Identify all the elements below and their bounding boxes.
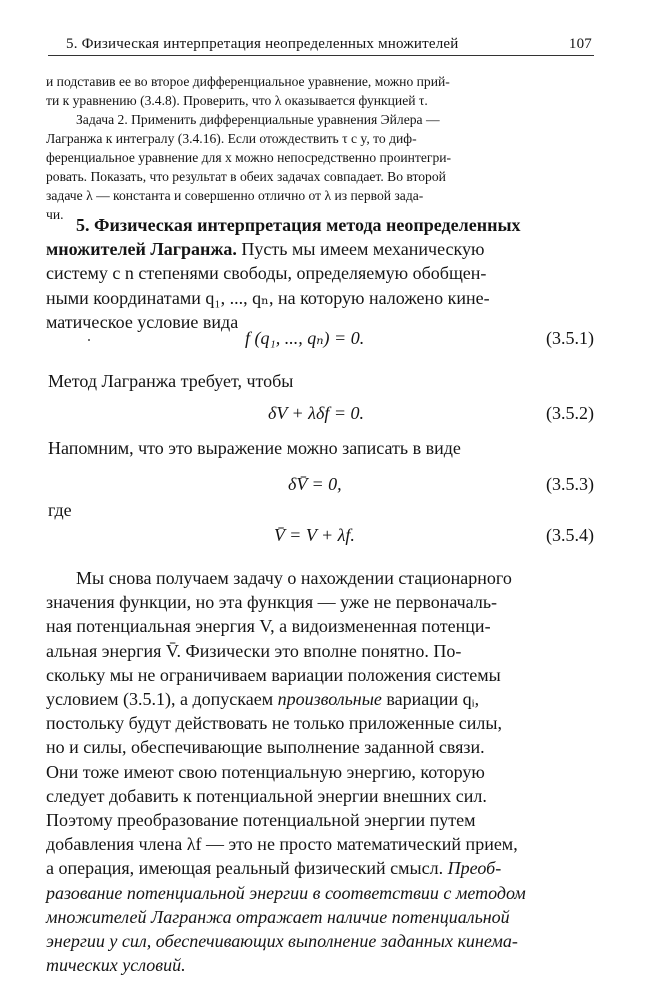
equation-3-5-2 (0, 403, 594, 427)
text-line: Задача 2. Применить дифференциальные уравнения Эйлера — (76, 112, 440, 127)
text-fragment: а операция, имеющая реальный физический смысл. (46, 858, 444, 879)
section-intro (46, 213, 594, 334)
text-line (46, 687, 594, 711)
text-line (46, 881, 594, 905)
emphasis-text: Преоб- (447, 858, 502, 879)
text-fragment: условием (3.5.1), а допускаем (46, 689, 274, 710)
text-line: ти к уравнению (3.4.8). Проверить, что λ оказывается функцией τ. (46, 93, 428, 108)
text-line: чи. (46, 207, 64, 222)
equation-number: (3.5.1) (546, 328, 594, 348)
text-line: матическое условие вида (46, 311, 239, 332)
emphasis-text: энергии у сил, обеспечивающих выполнение заданных кинема- (46, 931, 518, 952)
header-rule (48, 55, 594, 56)
equation-number: (3.5.3) (546, 474, 594, 494)
equation-formula: δV̄ = 0, (288, 474, 342, 494)
text-line: ными координатами q₁, ..., qₙ, на которую наложено кине- (46, 287, 490, 308)
text-line: Они тоже имеют свою потенциальную энергию, которую (46, 761, 485, 782)
equation-3-5-4 (0, 525, 594, 549)
heading-text: множителей Лагранжа. (46, 239, 237, 260)
text-fragment: вариации qᵢ, (386, 689, 480, 710)
text-line: но и силы, обеспечивающие выполнение заданной связи. (46, 737, 485, 758)
connector-text: Напомним, что это выражение можно записать в виде (48, 438, 461, 458)
text-line (46, 237, 594, 261)
text-line: значения функции, но эта функция — уже не первоначаль- (46, 592, 498, 613)
equation-formula: V̄ = V + λf. (274, 525, 355, 545)
equation-formula: f (q₁, ..., qₙ) = 0. (245, 328, 365, 348)
emphasis-text: разование потенциальной энергии в соответствии с методом (46, 882, 526, 903)
text-fragment: Пусть мы имеем механическую (241, 239, 485, 260)
text-line: задаче λ — константа и совершенно отлично от λ из первой зада- (46, 188, 424, 203)
text-line: ная потенциальная энергия V, а видоизмененная потенци- (46, 616, 491, 637)
text-line: ровать. Показать, что результат в обеих задачах совпадает. Во второй (46, 169, 446, 184)
text-line: альная энергия V̄. Физически это вполне понятно. По- (46, 640, 462, 661)
heading-text: 5. Физическая интерпретация метода неопределенных (76, 215, 521, 235)
page-number: 107 (568, 36, 592, 52)
text-line: скольку мы не ограничиваем вариации положения системы (46, 664, 501, 685)
final-paragraph (46, 566, 594, 977)
text-line: следует добавить к потенциальной энергии внешних сил. (46, 785, 487, 806)
connector-text: где (48, 500, 72, 520)
text-line: добавления члена λf — это не просто математический прием, (46, 834, 518, 855)
exercise-block (46, 72, 594, 224)
emphasis-text: тических условий. (46, 955, 186, 976)
text-line: Лагранжа к интегралу (3.4.16). Если отождествить τ с y, то диф- (46, 131, 417, 146)
text-line: ференциальное уравнение для x можно непосредственно проинтегри- (46, 150, 452, 165)
text-line (46, 953, 594, 977)
equation-formula: δV + λδf = 0. (268, 403, 364, 423)
text-line: Поэтому преобразование потенциальной энергии путем (46, 810, 476, 831)
connector-text: Метод Лагранжа требует, чтобы (48, 371, 294, 391)
text-line: и подставив ее во второе дифференциальное уравнение, можно прий- (46, 74, 450, 89)
equation-number: (3.5.2) (546, 403, 594, 423)
text-line (46, 929, 594, 953)
equation-3-5-3 (0, 474, 594, 498)
text-line: постольку будут действовать не только приложенные силы, (46, 713, 502, 734)
text-line (46, 856, 594, 880)
text-line: Мы снова получаем задачу о нахождении стационарного (76, 568, 512, 588)
section-heading (46, 213, 594, 237)
emphasis-text: множителей Лагранжа отражает наличие потенциальной (46, 906, 510, 927)
text-line: систему с n степенями свободы, определяемую обобщен- (46, 263, 487, 284)
text-line (46, 905, 594, 929)
equation-3-5-1 (0, 328, 594, 352)
running-title: 5. Физическая интерпретация неопределенных множителей (66, 36, 459, 52)
equation-number: (3.5.4) (546, 525, 594, 545)
emphasis-text: произвольные (277, 689, 382, 710)
